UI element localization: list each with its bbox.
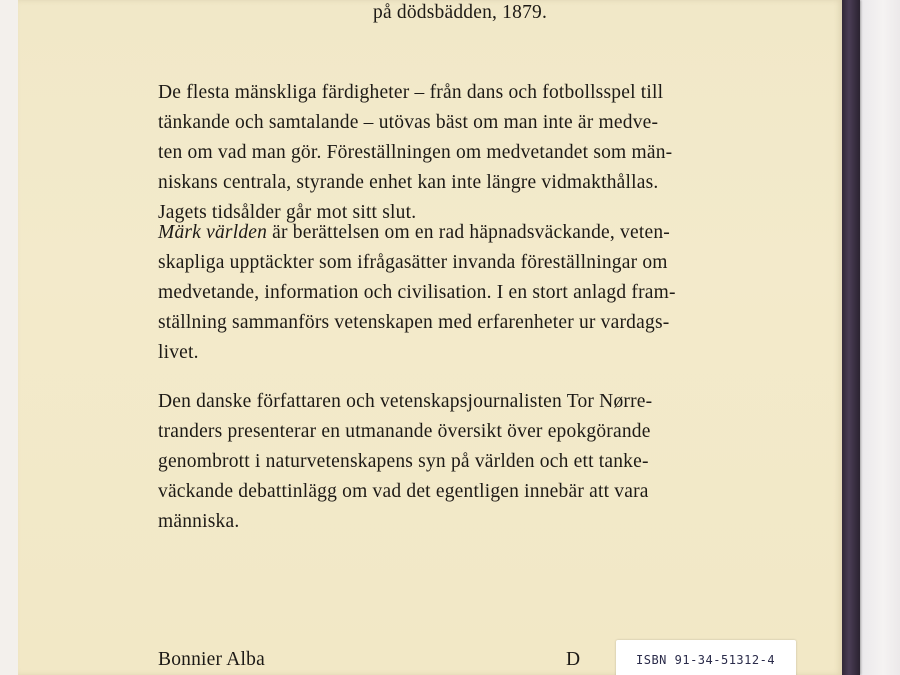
paragraph-author <box>158 387 652 537</box>
publisher-name: Bonnier Alba <box>158 649 265 670</box>
paragraph-line: medvetande, information och civilisation. I en stort anlagd fram- <box>158 282 676 303</box>
paragraph-line: genombrott i naturvetenskapens syn på världen och ett tanke- <box>158 451 649 472</box>
paragraph-line: skapliga upptäckter som ifrågasätter invanda föreställningar om <box>158 252 668 273</box>
paragraph-book-description <box>158 218 676 368</box>
paragraph-line-rest: är berättelsen om en rad häpnadsväckande, veten- <box>267 222 670 243</box>
book-title: Märk världen <box>158 222 268 243</box>
paragraph-line: människa. <box>158 511 240 532</box>
paragraph-line: ställning sammanförs vetenskapen med erfarenheter ur vardags- <box>158 312 670 333</box>
paragraph-line: De flesta mänskliga färdigheter – från dans och fotbollsspel till <box>158 82 664 103</box>
book-cover-edge <box>840 0 860 675</box>
paragraph-line: ten om vad man gör. Föreställningen om medvetandet som män- <box>158 142 673 163</box>
paragraph-line: Jagets tidsålder går mot sitt slut. <box>158 202 417 223</box>
paragraph-intro <box>158 78 672 228</box>
background-surface <box>858 0 900 675</box>
paragraph-line: niskans centrala, styrande enhet kan inte längre vidmakthållas. <box>158 172 659 193</box>
back-cover-page <box>18 0 842 675</box>
paragraph-line: tranders presenterar en utmanande översikt över epokgörande <box>158 421 651 442</box>
quote-attribution: på dödsbädden, 1879. <box>373 2 548 23</box>
paragraph-line: väckande debattinlägg om vad det egentligen innebär att vara <box>158 481 649 502</box>
paragraph-line: tänkande och samtalande – utövas bäst om man inte är medve- <box>158 112 659 133</box>
paragraph-line <box>158 218 676 248</box>
paragraph-line: Den danske författaren och vetenskapsjournalisten Tor Nørre- <box>158 391 653 412</box>
isbn-label <box>616 640 796 675</box>
imprint-mark: D <box>566 649 581 670</box>
isbn-number: ISBN 91-34-51312-4 <box>636 653 776 667</box>
paragraph-line: livet. <box>158 342 199 363</box>
